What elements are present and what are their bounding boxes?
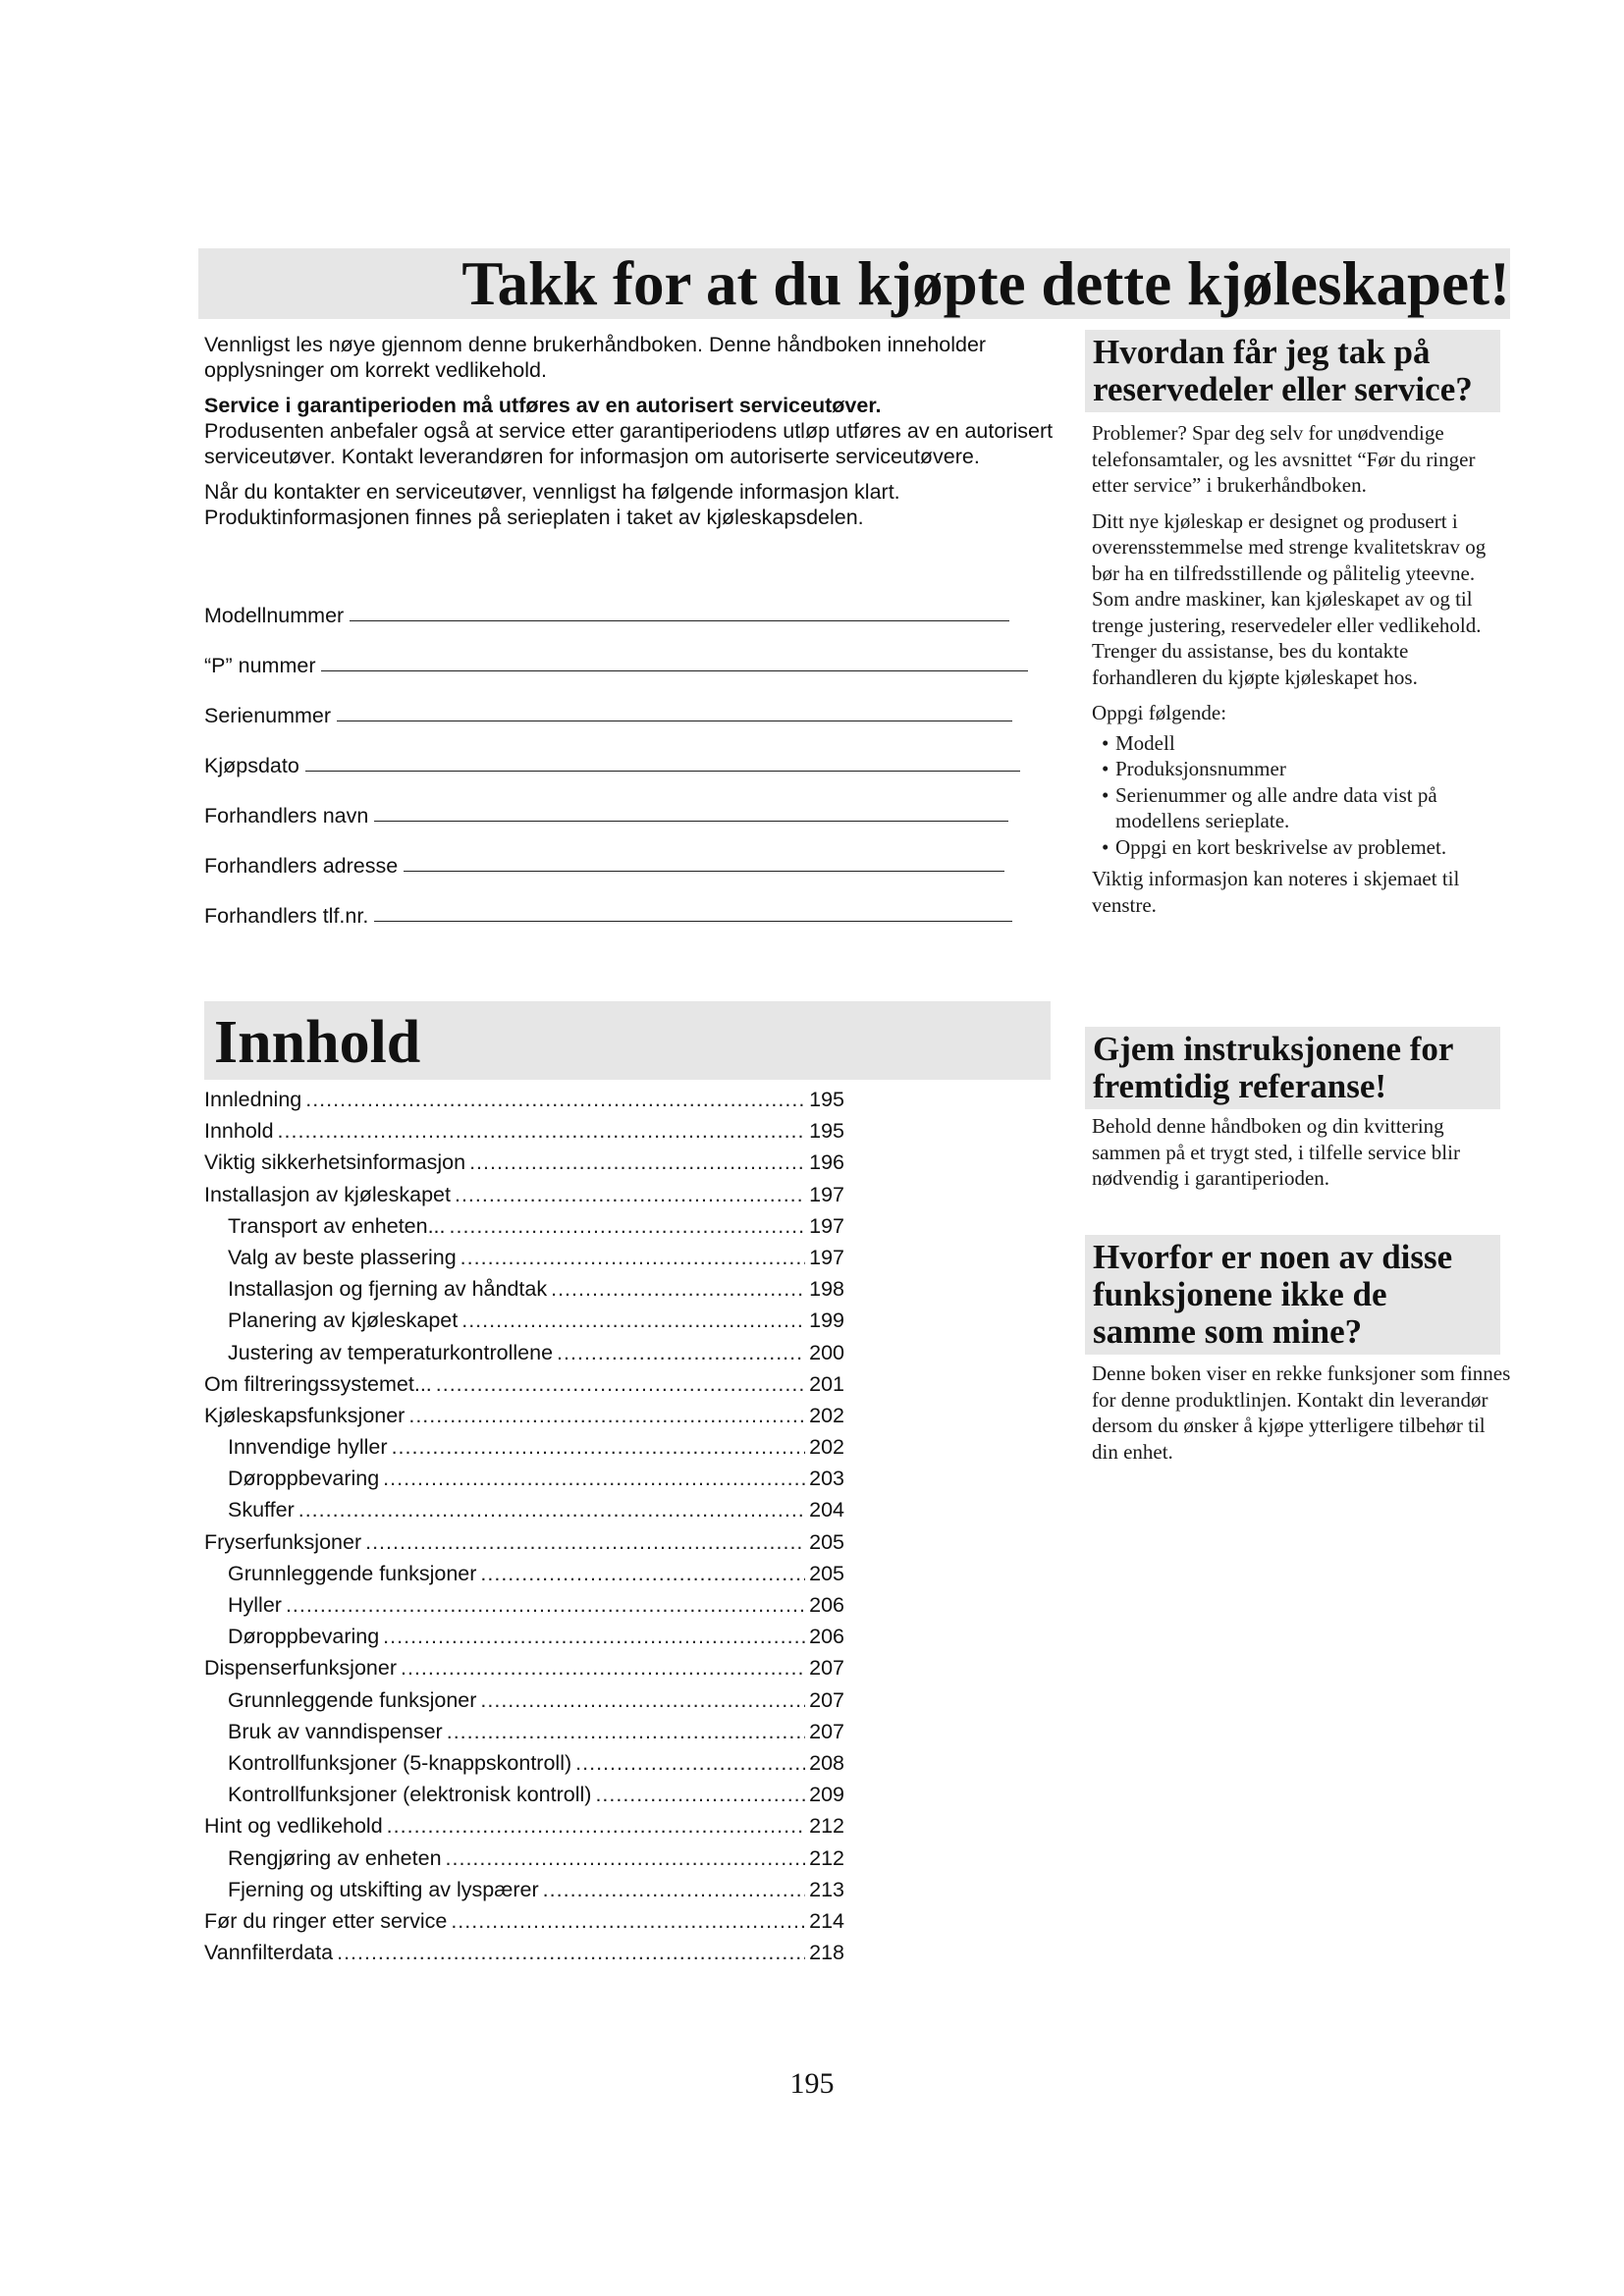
toc-leader-dots [286, 1589, 805, 1621]
toc-entry-label: Planering av kjøleskapet [228, 1308, 459, 1333]
toc-entry[interactable] [204, 1684, 844, 1716]
product-info-form [204, 579, 1049, 930]
page-title: Takk for at du kjøpte dette kjøleskapet! [461, 249, 1510, 318]
form-field-label: Forhandlers adresse [204, 854, 399, 878]
form-field-label: Modellnummer [204, 604, 345, 627]
toc-leader-dots [446, 1842, 806, 1874]
toc-leader-dots [460, 1242, 805, 1273]
toc-entry-page: 207 [809, 1656, 844, 1681]
toc-entry[interactable] [204, 1621, 844, 1652]
form-field-line [321, 670, 1028, 671]
form-field-label: Forhandlers navn [204, 804, 369, 828]
form-field-label: Forhandlers tlf.nr. [204, 904, 369, 928]
toc-entry[interactable] [204, 1242, 844, 1273]
toc-entry-label: Viktig sikkerhetsinformasjon [204, 1150, 466, 1175]
toc-entry-label: Transport av enheten... [228, 1213, 446, 1238]
spare-parts-heading: Hvordan får jeg tak på reservedeler eller service? [1085, 330, 1500, 412]
toc-entry-page: 205 [809, 1529, 844, 1554]
toc-leader-dots [543, 1874, 805, 1905]
toc-entry[interactable] [204, 1463, 844, 1494]
toc-entry[interactable] [204, 1937, 844, 1968]
toc-entry-label: Kontrollfunksjoner (5-knappskontroll) [228, 1750, 572, 1775]
toc-entry-page: 200 [809, 1340, 844, 1364]
list-item: • Oppgi en kort beskrivelse av problemet. [1092, 834, 1512, 861]
toc-entry-page: 196 [809, 1150, 844, 1175]
toc-entry[interactable] [204, 1273, 844, 1305]
toc-entry[interactable] [204, 1905, 844, 1937]
features-differ-heading: Hvorfor er noen av disse funksjonene ikke de samme som mine? [1085, 1235, 1500, 1355]
toc-entry-label: Hint og vedlikehold [204, 1814, 383, 1839]
toc-entry-page: 201 [809, 1371, 844, 1396]
toc-entry[interactable] [204, 1368, 844, 1400]
list-item: • Modell [1092, 730, 1512, 757]
toc-entry-label: Installasjon av kjøleskapet [204, 1182, 451, 1206]
toc-entry-page: 208 [809, 1750, 844, 1775]
toc-entry-page: 213 [809, 1877, 844, 1901]
intro-paragraph-2 [204, 393, 1068, 469]
toc-entry-page: 195 [809, 1119, 844, 1144]
intro-section [204, 332, 1068, 540]
toc-leader-dots [408, 1400, 805, 1431]
toc-entry[interactable] [204, 1337, 844, 1368]
toc-entry-page: 214 [809, 1908, 844, 1933]
keep-instructions-heading: Gjem instruksjonene for fremtidig referanse! [1085, 1027, 1500, 1109]
toc-entry-label: Fjerning og utskifting av lyspærer [228, 1877, 539, 1901]
toc-entry[interactable] [204, 1716, 844, 1747]
toc-entry-page: 206 [809, 1593, 844, 1617]
form-field-line [350, 620, 1009, 621]
toc-entry[interactable] [204, 1494, 844, 1525]
page-number: 195 [789, 2067, 835, 2100]
toc-entry[interactable] [204, 1558, 844, 1589]
toc-leader-dots [450, 1210, 806, 1242]
toc-entry-label: Dispenserfunksjoner [204, 1656, 397, 1681]
toc-leader-dots [436, 1368, 805, 1400]
intro-paragraph-3: Når du kontakter en serviceutøver, vennligst ha følgende informasjon klart. Produktinformasjonen finnes på serieplaten i taket av kjøleskapsdelen. [204, 480, 900, 529]
title-banner [198, 248, 1510, 319]
toc-leader-dots [383, 1463, 805, 1494]
toc-leader-dots [451, 1905, 805, 1937]
toc-entry-label: Grunnleggende funksjoner [228, 1687, 477, 1712]
warranty-service-detail: Produsenten anbefaler også at service etter garantiperiodens utløp utføres av en autorisert serviceutøver. Kontakt leverandøren for informasjon om autoriserte serviceutøvere. [204, 419, 1054, 468]
toc-entry[interactable] [204, 1842, 844, 1874]
toc-entry[interactable] [204, 1179, 844, 1210]
toc-entry-label: Rengjøring av enheten [228, 1845, 442, 1870]
toc-leader-dots [392, 1431, 806, 1463]
toc-entry-label: Døroppbevaring [228, 1467, 380, 1491]
toc-entry-page: 195 [809, 1088, 844, 1111]
form-field-model-number[interactable] [204, 579, 1049, 629]
toc-leader-dots [557, 1337, 805, 1368]
form-field-p-number[interactable] [204, 629, 1049, 679]
required-info-list [1092, 730, 1512, 861]
toc-entry-label: Kontrollfunksjoner (elektronisk kontroll) [228, 1783, 592, 1807]
toc-entry-label: Om filtreringssystemet... [204, 1371, 432, 1396]
toc-entry-page: 199 [809, 1308, 844, 1333]
form-field-line [305, 771, 1020, 772]
toc-leader-dots [401, 1652, 805, 1683]
toc-entry-page: 207 [809, 1687, 844, 1712]
contents-banner [204, 1001, 1051, 1080]
form-field-label: Kjøpsdato [204, 754, 299, 777]
toc-entry-label: Innledning [204, 1088, 302, 1111]
toc-entry[interactable] [204, 1431, 844, 1463]
spare-parts-paragraph-4: Viktig informasjon kan noteres i skjemaet til venstre. [1092, 867, 1460, 917]
toc-entry-page: 207 [809, 1719, 844, 1743]
toc-entry-label: Kjøleskapsfunksjoner [204, 1403, 406, 1427]
toc-entry-page: 197 [809, 1213, 844, 1238]
toc-entry-label: Bruk av vanndispenser [228, 1719, 443, 1743]
form-field-serial-number[interactable] [204, 679, 1049, 729]
table-of-contents [204, 1084, 844, 1968]
toc-entry[interactable] [204, 1147, 844, 1178]
toc-leader-dots [469, 1147, 805, 1178]
spare-parts-section [1092, 420, 1512, 928]
toc-leader-dots [461, 1305, 805, 1336]
toc-entry[interactable] [204, 1084, 844, 1115]
toc-leader-dots [480, 1558, 805, 1589]
toc-leader-dots [305, 1084, 805, 1115]
toc-entry-label: Fryserfunksjoner [204, 1529, 362, 1554]
toc-entry[interactable] [204, 1589, 844, 1621]
toc-entry[interactable] [204, 1810, 844, 1842]
toc-entry[interactable] [204, 1747, 844, 1779]
toc-entry-label: Valg av beste plassering [228, 1245, 457, 1269]
toc-entry-page: 209 [809, 1783, 844, 1807]
warranty-service-note: Service i garantiperioden må utføres av en autorisert serviceutøver. [204, 394, 882, 417]
list-item: • Produksjonsnummer [1092, 756, 1512, 782]
toc-entry-page: 202 [809, 1435, 844, 1460]
form-field-label: Serienummer [204, 704, 332, 727]
toc-entry-page: 197 [809, 1182, 844, 1206]
toc-entry[interactable] [204, 1400, 844, 1431]
toc-leader-dots [383, 1621, 805, 1652]
toc-entry-label: Innhold [204, 1119, 274, 1144]
toc-leader-dots [447, 1716, 805, 1747]
toc-leader-dots [337, 1937, 805, 1968]
spare-parts-paragraph-3: Oppgi følgende: [1092, 701, 1227, 724]
toc-entry-page: 212 [809, 1814, 844, 1839]
toc-entry-label: Døroppbevaring [228, 1625, 380, 1649]
form-field-purchase-date[interactable] [204, 729, 1049, 779]
keep-instructions-section [1092, 1113, 1512, 1201]
toc-entry[interactable] [204, 1874, 844, 1905]
toc-entry-label: Skuffer [228, 1498, 295, 1522]
toc-entry[interactable] [204, 1305, 844, 1336]
toc-entry[interactable] [204, 1779, 844, 1810]
toc-entry-label: Innvendige hyller [228, 1435, 388, 1460]
toc-leader-dots [595, 1779, 805, 1810]
toc-entry-label: Justering av temperaturkontrollene [228, 1340, 554, 1364]
form-field-line [374, 921, 1012, 922]
toc-leader-dots [575, 1747, 805, 1779]
toc-leader-dots [365, 1526, 805, 1558]
contents-title: Innhold [214, 1009, 421, 1076]
toc-leader-dots [455, 1179, 805, 1210]
form-field-line [374, 821, 1008, 822]
list-item: • Serienummer og alle andre data vist på modellens serieplate. [1092, 782, 1512, 834]
toc-entry-label: Før du ringer etter service [204, 1908, 448, 1933]
toc-leader-dots [278, 1115, 806, 1147]
keep-instructions-paragraph: Behold denne håndboken og din kvittering sammen på et trygt sted, i tilfelle service blir nødvendig i garantiperioden. [1092, 1114, 1460, 1190]
toc-entry-page: 204 [809, 1498, 844, 1522]
toc-entry-page: 202 [809, 1403, 844, 1427]
features-differ-section [1092, 1361, 1512, 1474]
toc-entry[interactable] [204, 1115, 844, 1147]
spare-parts-paragraph-2: Ditt nye kjøleskap er designet og produsert i overensstemmelse med strenge kvalitetskrav og bør ha en tilfredsstillende og pålitelig yteevne. Som andre maskiner, kan kjøleskapet av og til trenge justering, reservedeler eller vedlikehold. Trenger du assistanse, bes du kontakte forhandleren du kjøpte kjøleskapet hos. [1092, 508, 1487, 689]
toc-entry-label: Grunnleggende funksjoner [228, 1561, 477, 1585]
toc-entry-page: 198 [809, 1277, 844, 1302]
features-differ-paragraph: Denne boken viser en rekke funksjoner som finnes for denne produktlinjen. Kontakt din leverandør dersom du ønsker å kjøpe ytterligere tilbehør til din enhet. [1092, 1362, 1511, 1464]
intro-paragraph-1: Vennligst les nøye gjennom denne brukerhåndboken. Denne håndboken inneholder opplysninger om korrekt vedlikehold. [204, 333, 987, 382]
toc-entry-label: Vannfilterdata [204, 1941, 334, 1965]
toc-entry-page: 218 [809, 1941, 844, 1965]
toc-leader-dots [387, 1810, 805, 1842]
toc-entry[interactable] [204, 1210, 844, 1242]
toc-entry[interactable] [204, 1526, 844, 1558]
toc-entry-page: 212 [809, 1845, 844, 1870]
toc-leader-dots [298, 1494, 805, 1525]
form-field-dealer-name[interactable] [204, 779, 1049, 829]
form-field-dealer-address[interactable] [204, 829, 1049, 880]
toc-leader-dots [480, 1684, 805, 1716]
toc-entry-page: 203 [809, 1467, 844, 1491]
toc-entry-page: 206 [809, 1625, 844, 1649]
spare-parts-paragraph-1: Problemer? Spar deg selv for unødvendige telefonsamtaler, og les avsnittet “Før du ringer etter service” i brukerhåndboken. [1092, 421, 1476, 497]
form-field-line [404, 871, 1004, 872]
form-field-label: “P” nummer [204, 654, 316, 677]
form-field-dealer-phone[interactable] [204, 880, 1049, 930]
toc-entry-label: Hyller [228, 1593, 282, 1617]
toc-entry[interactable] [204, 1652, 844, 1683]
toc-entry-page: 197 [809, 1245, 844, 1269]
toc-leader-dots [551, 1273, 805, 1305]
toc-entry-page: 205 [809, 1561, 844, 1585]
toc-entry-label: Installasjon og fjerning av håndtak [228, 1277, 548, 1302]
